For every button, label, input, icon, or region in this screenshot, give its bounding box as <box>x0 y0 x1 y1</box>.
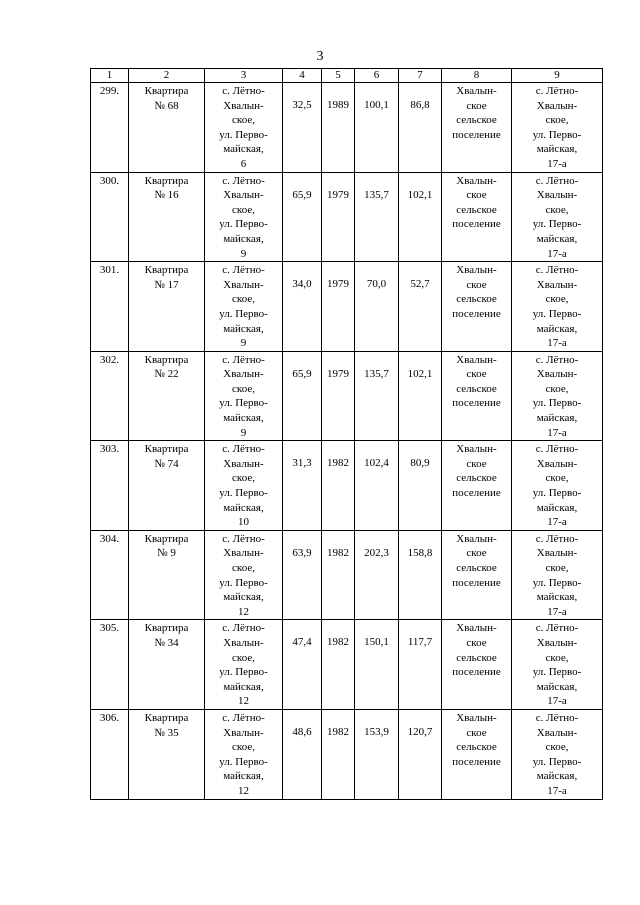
cell-value: 32,5 <box>292 99 312 111</box>
cell-line: сельское <box>456 562 497 574</box>
cell-line: ское, <box>545 562 569 574</box>
object-name-cell <box>129 530 205 620</box>
area-cell <box>283 83 322 173</box>
cell-value: 102,1 <box>407 367 433 380</box>
residual-value-cell <box>399 709 442 799</box>
cell-line: с. Лётно- <box>535 174 579 187</box>
table-row <box>91 83 603 173</box>
cell-line: 17-а <box>547 426 567 439</box>
residual-value-cell <box>399 351 442 441</box>
cell-line: Хвалын- <box>536 547 578 560</box>
cell-value: 1979 <box>327 188 349 201</box>
cell-line: № 9 <box>157 547 176 560</box>
cell-line: ское, <box>545 741 569 754</box>
year-cell <box>322 262 355 352</box>
cell-line: с. Лётно- <box>222 353 265 366</box>
cell-line: с. Лётно- <box>535 532 579 545</box>
cell-line: ское, <box>232 293 255 306</box>
cell-line: с. Лётно- <box>535 264 579 277</box>
row-number-cell: 303. <box>91 441 129 531</box>
object-name-cell <box>129 620 205 710</box>
area-cell <box>283 709 322 799</box>
cell-value: 70,0 <box>366 278 387 291</box>
cell-value: 86,8 <box>410 99 430 111</box>
holder-address-cell <box>512 262 603 352</box>
cell-line: поселение <box>452 666 501 679</box>
object-address-cell <box>205 351 283 441</box>
cell-line: 17-а <box>547 337 567 350</box>
holder-address-cell <box>512 351 603 441</box>
cell-line: ское <box>466 547 487 560</box>
cell-line: 9 <box>240 247 247 260</box>
cell-line: ское <box>466 457 487 470</box>
cell-line: № 35 <box>154 726 179 739</box>
cell-line: ское, <box>545 472 569 485</box>
residual-value-cell <box>399 172 442 262</box>
cell-line: майская, <box>223 412 264 425</box>
cell-line: майская, <box>536 143 578 156</box>
cell-value: 150,1 <box>364 636 389 649</box>
residual-value-cell <box>399 262 442 352</box>
cell-line: Хвалын- <box>456 85 497 97</box>
cell-line: майская, <box>536 322 578 335</box>
cell-line: ское, <box>545 114 569 127</box>
column-header-4: 4 <box>283 69 322 83</box>
object-address-cell <box>205 83 283 173</box>
cell-line: ул. Перво- <box>532 128 582 141</box>
cell-line: 12 <box>238 605 249 618</box>
cell-value: 1989 <box>327 99 349 111</box>
holder-address-cell <box>512 530 603 620</box>
cell-line: поселение <box>452 487 501 500</box>
cell-line: Хвалын- <box>223 189 264 202</box>
cell-line: майская, <box>223 680 264 693</box>
cell-line: ул. Перво- <box>219 487 268 500</box>
row-number-cell: 305. <box>91 620 129 710</box>
column-header-3: 3 <box>205 69 283 83</box>
table-body <box>91 83 603 800</box>
cell-line: Хвалын- <box>536 368 578 381</box>
year-cell <box>322 83 355 173</box>
cell-line: с. Лётно- <box>222 711 265 724</box>
cell-line: ул. Перво- <box>219 576 268 589</box>
holder-address-cell <box>512 709 603 799</box>
cell-value: 117,7 <box>407 636 433 649</box>
area-cell <box>283 441 322 531</box>
cell-line: Хвалын- <box>223 726 264 739</box>
row-number-cell: 304. <box>91 530 129 620</box>
cell-line: сельское <box>456 293 497 306</box>
cell-line: майская, <box>536 232 578 245</box>
cell-line: ул. Перво- <box>532 666 582 679</box>
cell-line: Квартира <box>144 264 189 277</box>
object-address-cell <box>205 620 283 710</box>
table-row <box>91 441 603 531</box>
cell-line: поселение <box>452 218 501 231</box>
holder-address-cell <box>512 620 603 710</box>
cell-line: Квартира <box>144 85 189 97</box>
cell-line: Хвалын- <box>536 636 578 649</box>
cell-line: Хвалын- <box>536 189 578 202</box>
cell-line: Хвалын- <box>223 636 264 649</box>
cell-value: 100,1 <box>364 99 389 111</box>
cell-line: с. Лётно- <box>222 622 265 635</box>
cell-line: Квартира <box>144 711 189 724</box>
table-row <box>91 172 603 262</box>
year-cell <box>322 709 355 799</box>
column-header-8: 8 <box>442 69 512 83</box>
cell-line: Хвалын- <box>536 457 578 470</box>
holder-address-cell <box>512 172 603 262</box>
cell-line: 17-а <box>547 516 567 529</box>
cell-line: № 34 <box>154 636 179 649</box>
cell-line: поселение <box>452 307 501 320</box>
area-cell <box>283 620 322 710</box>
cell-line: ул. Перво- <box>532 307 582 320</box>
object-name-cell <box>129 83 205 173</box>
cell-line: поселение <box>452 576 501 589</box>
residual-value-cell <box>399 441 442 531</box>
area-cell <box>283 262 322 352</box>
cell-line: ул. Перво- <box>219 397 268 410</box>
cell-line: 10 <box>238 516 249 529</box>
column-header-1: 1 <box>91 69 129 83</box>
cell-value: 1982 <box>327 725 349 738</box>
cell-line: 9 <box>240 337 247 350</box>
cell-line: поселение <box>452 755 501 768</box>
cell-line: с. Лётно- <box>535 622 579 635</box>
cell-line: 17-а <box>547 784 567 797</box>
cell-line: ское, <box>545 293 569 306</box>
cell-line: Квартира <box>144 532 189 545</box>
column-header-5: 5 <box>322 69 355 83</box>
cell-line: майская, <box>536 680 578 693</box>
column-number-row <box>91 69 603 83</box>
cell-value: 202,3 <box>364 546 389 559</box>
cell-value: 1982 <box>327 457 349 470</box>
cell-line: с. Лётно- <box>222 264 265 277</box>
cell-line: № 22 <box>154 368 179 381</box>
cell-line: ул. Перво- <box>219 666 268 679</box>
cell-line: Хвалын- <box>536 278 578 291</box>
column-header-9: 9 <box>512 69 603 83</box>
cell-line: майская, <box>223 591 264 604</box>
holder-cell <box>442 530 512 620</box>
cell-line: 9 <box>240 426 247 439</box>
cell-value: 1982 <box>327 546 349 559</box>
area-cell <box>283 351 322 441</box>
page-number: 3 <box>316 49 324 64</box>
cell-line: Хвалын- <box>536 726 578 739</box>
cell-line: ул. Перво- <box>532 218 582 231</box>
cell-line: ул. Перво- <box>532 755 582 768</box>
cost-cell <box>355 530 399 620</box>
cell-line: с. Лётно- <box>535 85 579 97</box>
holder-cell <box>442 620 512 710</box>
cell-line: с. Лётно- <box>222 85 265 97</box>
cell-value: 135,7 <box>364 367 389 380</box>
cell-line: Хвалын- <box>456 622 497 635</box>
cell-line: майская, <box>223 143 264 156</box>
object-address-cell <box>205 530 283 620</box>
cost-cell <box>355 441 399 531</box>
cell-line: ское, <box>232 562 255 574</box>
cell-line: Хвалын- <box>456 264 497 277</box>
cell-line: поселение <box>452 128 501 141</box>
row-number-cell: 301. <box>91 262 129 352</box>
cell-line: ул. Перво- <box>532 397 582 410</box>
cell-line: Хвалын- <box>223 457 264 470</box>
column-header-2: 2 <box>129 69 205 83</box>
cell-line: ское <box>466 636 487 649</box>
cell-line: Хвалын- <box>456 353 497 366</box>
cell-line: Хвалын- <box>223 368 264 381</box>
cell-line: 17-а <box>547 157 567 170</box>
year-cell <box>322 172 355 262</box>
holder-address-cell <box>512 83 603 173</box>
cell-line: майская, <box>536 591 578 604</box>
cell-line: Квартира <box>144 622 189 635</box>
cell-line: ское, <box>232 472 255 485</box>
object-name-cell <box>129 441 205 531</box>
row-number-cell: 306. <box>91 709 129 799</box>
cell-line: ское, <box>545 651 569 664</box>
cell-line: Хвалын- <box>223 99 264 112</box>
cell-line: № 68 <box>154 99 179 112</box>
holder-cell <box>442 262 512 352</box>
row-number-cell: 299. <box>91 83 129 173</box>
cell-value: 52,7 <box>410 278 430 291</box>
cell-value: 31,3 <box>292 457 312 470</box>
cell-line: сельское <box>456 203 497 216</box>
cell-line: ское <box>466 278 487 291</box>
object-name-cell <box>129 172 205 262</box>
cell-line: поселение <box>452 397 501 410</box>
holder-cell <box>442 83 512 173</box>
cell-value: 34,0 <box>292 278 312 291</box>
cell-line: с. Лётно- <box>222 174 265 187</box>
holder-cell <box>442 351 512 441</box>
cell-line: ул. Перво- <box>219 755 268 768</box>
cell-line: 12 <box>238 695 249 708</box>
residual-value-cell <box>399 620 442 710</box>
cell-value: 65,9 <box>292 188 312 201</box>
cell-line: майская, <box>223 232 264 245</box>
cell-line: Квартира <box>144 443 189 456</box>
cell-line: Хвалын- <box>536 99 578 112</box>
cell-line: сельское <box>456 382 497 395</box>
object-address-cell <box>205 262 283 352</box>
area-cell <box>283 172 322 262</box>
cell-line: майская, <box>536 412 578 425</box>
cell-value: 1979 <box>327 278 349 291</box>
object-name-cell <box>129 709 205 799</box>
cell-line: № 17 <box>154 278 179 291</box>
cell-line: ское, <box>545 382 569 395</box>
cell-line: Хвалын- <box>223 547 264 560</box>
cell-value: 63,9 <box>292 546 312 559</box>
cell-line: майская, <box>536 770 578 783</box>
cell-line: 6 <box>240 157 247 170</box>
table-row <box>91 530 603 620</box>
cell-line: Квартира <box>144 353 189 366</box>
year-cell <box>322 351 355 441</box>
cell-line: с. Лётно- <box>535 353 579 366</box>
object-address-cell <box>205 172 283 262</box>
cell-line: сельское <box>456 472 497 485</box>
cost-cell <box>355 262 399 352</box>
cell-value: 80,9 <box>410 457 430 470</box>
cost-cell <box>355 709 399 799</box>
property-registry-table <box>90 68 603 800</box>
cell-line: 12 <box>238 784 249 797</box>
residual-value-cell <box>399 530 442 620</box>
cost-cell <box>355 83 399 173</box>
cell-line: ское <box>466 99 487 112</box>
year-cell <box>322 441 355 531</box>
table-row <box>91 262 603 352</box>
cell-line: с. Лётно- <box>535 711 579 724</box>
cell-line: ское, <box>232 203 255 216</box>
cell-value: 153,9 <box>364 725 389 738</box>
cell-line: ул. Перво- <box>532 487 582 500</box>
cell-line: ское, <box>232 382 255 395</box>
cell-value: 47,4 <box>292 636 312 649</box>
holder-cell <box>442 441 512 531</box>
cost-cell <box>355 172 399 262</box>
cell-line: ское, <box>232 114 255 127</box>
cell-line: сельское <box>456 741 497 754</box>
cell-line: ул. Перво- <box>219 128 268 141</box>
cell-value: 135,7 <box>364 188 389 201</box>
column-header-7: 7 <box>399 69 442 83</box>
cost-cell <box>355 351 399 441</box>
cell-line: ское <box>466 368 487 381</box>
cell-line: ул. Перво- <box>219 218 268 231</box>
object-address-cell <box>205 709 283 799</box>
year-cell <box>322 530 355 620</box>
cell-value: 1982 <box>327 636 349 649</box>
holder-address-cell <box>512 441 603 531</box>
cell-line: № 74 <box>154 457 179 470</box>
object-address-cell <box>205 441 283 531</box>
cell-line: Хвалын- <box>223 278 264 291</box>
table-row <box>91 351 603 441</box>
cell-value: 158,8 <box>407 546 433 559</box>
cell-line: Квартира <box>144 174 189 187</box>
cost-cell <box>355 620 399 710</box>
cell-line: майская, <box>223 322 264 335</box>
cell-line: ское, <box>232 651 255 664</box>
cell-line: ское <box>466 726 487 739</box>
cell-line: 17-а <box>547 695 567 708</box>
cell-line: с. Лётно- <box>535 443 579 456</box>
cell-line: майская, <box>223 770 264 783</box>
cell-line: ское <box>466 189 487 202</box>
year-cell <box>322 620 355 710</box>
row-number-cell: 302. <box>91 351 129 441</box>
holder-cell <box>442 172 512 262</box>
cell-value: 48,6 <box>292 725 312 738</box>
holder-cell <box>442 709 512 799</box>
cell-value: 102,4 <box>364 457 389 470</box>
cell-line: сельское <box>456 651 497 664</box>
object-name-cell <box>129 351 205 441</box>
column-header-6: 6 <box>355 69 399 83</box>
cell-line: Хвалын- <box>456 174 497 187</box>
cell-line: Хвалын- <box>456 443 497 456</box>
cell-value: 65,9 <box>292 367 312 380</box>
cell-line: ул. Перво- <box>219 307 268 320</box>
cell-line: майская, <box>223 501 264 514</box>
cell-value: 102,1 <box>407 188 433 201</box>
cell-line: Хвалын- <box>456 532 497 545</box>
cell-line: сельское <box>456 114 497 127</box>
row-number-cell: 300. <box>91 172 129 262</box>
cell-value: 120,7 <box>407 725 433 738</box>
cell-line: ское, <box>232 741 255 754</box>
cell-line: с. Лётно- <box>222 532 265 545</box>
cell-value: 1979 <box>327 367 349 380</box>
cell-line: Хвалын- <box>456 711 497 724</box>
cell-line: ское, <box>545 203 569 216</box>
residual-value-cell <box>399 83 442 173</box>
table-row <box>91 709 603 799</box>
cell-line: № 16 <box>154 189 179 202</box>
table-row <box>91 620 603 710</box>
area-cell <box>283 530 322 620</box>
cell-line: 17-а <box>547 605 567 618</box>
cell-line: 17-а <box>547 247 567 260</box>
cell-line: ул. Перво- <box>532 576 582 589</box>
cell-line: с. Лётно- <box>222 443 265 456</box>
object-name-cell <box>129 262 205 352</box>
cell-line: майская, <box>536 501 578 514</box>
